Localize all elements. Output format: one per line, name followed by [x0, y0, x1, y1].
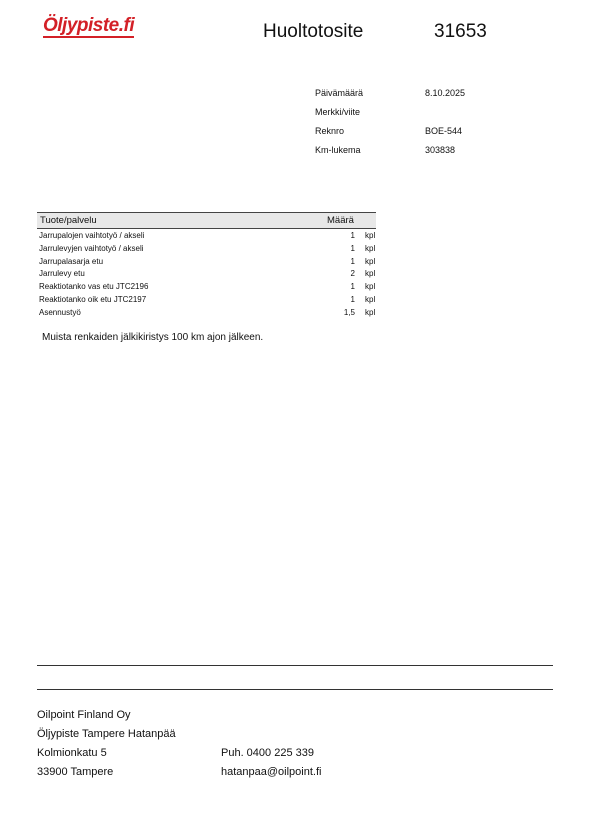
meta-label: Reknro: [315, 126, 345, 136]
table-row: [37, 242, 382, 255]
item-unit: kpl: [365, 282, 376, 292]
item-qty: 1: [350, 256, 355, 266]
item-unit: kpl: [365, 307, 376, 317]
meta-label: Päivämäärä: [315, 88, 364, 98]
item-unit: kpl: [365, 269, 376, 279]
phone-number: Puh. 0400 225 339: [221, 747, 314, 759]
column-header-product: Tuote/palvelu: [40, 215, 97, 226]
meta-row-odometer: [315, 145, 515, 164]
items-table: [37, 212, 382, 319]
meta-label: Merkki/viite: [315, 107, 361, 117]
table-row: [37, 293, 382, 306]
column-header-quantity: Määrä: [327, 215, 354, 226]
company-name: Oilpoint Finland Oy: [37, 709, 131, 721]
item-qty: 1: [350, 282, 355, 292]
meta-value: BOE-544: [425, 126, 463, 136]
item-qty: 2: [350, 269, 355, 279]
item-name: Reaktiotanko vas etu JTC2196: [39, 282, 149, 292]
item-unit: kpl: [365, 256, 376, 266]
item-name: Jarrupalojen vaihtotyö / akseli: [39, 231, 145, 240]
item-qty: 1,5: [343, 307, 355, 317]
item-qty: 1: [350, 243, 355, 253]
document-number: 31653: [434, 21, 487, 42]
items-table-header: [37, 212, 376, 229]
item-unit: kpl: [365, 243, 376, 253]
item-name: Jarrupalasarja etu: [39, 256, 104, 266]
item-unit: kpl: [365, 294, 376, 304]
item-name: Reaktiotanko oik etu JTC2197: [39, 294, 147, 304]
table-row: [37, 255, 382, 268]
item-qty: 1: [350, 294, 355, 304]
divider-line: [37, 665, 553, 666]
meta-row-date: [315, 88, 515, 107]
street-address: Kolmionkatu 5: [37, 747, 107, 759]
divider-line: [37, 689, 553, 690]
table-row: [37, 229, 382, 242]
document-title: Huoltotosite: [263, 21, 364, 42]
item-name: Jarrulevy etu: [39, 269, 85, 279]
item-unit: kpl: [365, 231, 376, 240]
logo-text: Öljypiste.fi: [43, 15, 135, 36]
item-name: Asennustyö: [39, 307, 81, 317]
brand-logo: [43, 16, 134, 35]
item-name: Jarrulevyjen vaihtotyö / akseli: [39, 243, 144, 253]
postal-address: 33900 Tampere: [37, 766, 114, 778]
table-row: [37, 267, 382, 280]
meta-row-plate: [315, 126, 515, 145]
email-address: hatanpaa@oilpoint.fi: [221, 766, 322, 778]
meta-row-brand: [315, 107, 515, 126]
branch-name: Öljypiste Tampere Hatanpää: [37, 728, 176, 740]
document-meta: [315, 88, 515, 164]
table-row: [37, 280, 382, 293]
service-note: Muista renkaiden jälkikiristys 100 km ajon jälkeen.: [42, 332, 264, 343]
footer-address: [37, 706, 176, 782]
footer-contact: [221, 744, 321, 782]
meta-value: 303838: [425, 145, 456, 155]
meta-label: Km-lukema: [315, 145, 361, 155]
meta-value: 8.10.2025: [425, 88, 466, 98]
item-qty: 1: [350, 231, 355, 240]
table-row: [37, 306, 382, 319]
